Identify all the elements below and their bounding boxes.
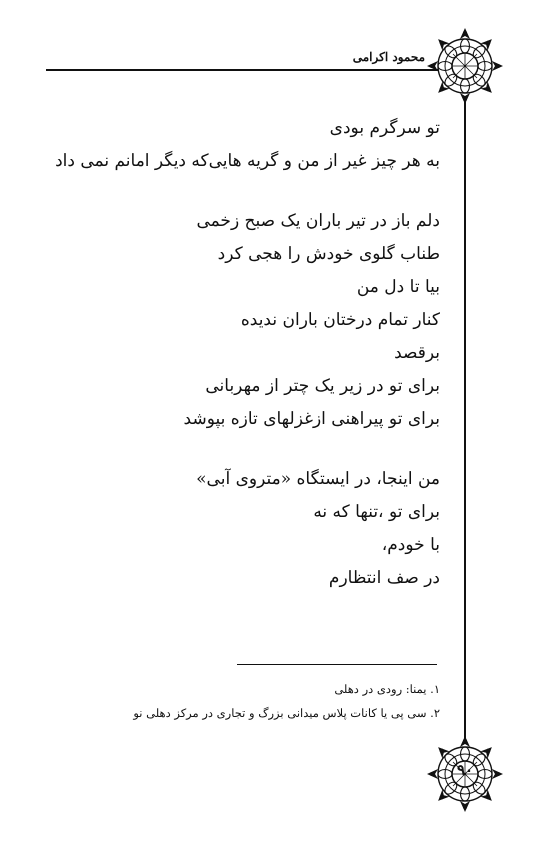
header-rule xyxy=(46,69,438,71)
stanza-break xyxy=(40,178,440,205)
poem-line: تو سرگرم بودی xyxy=(329,118,440,138)
poem-line: در صف انتظارم xyxy=(328,568,440,588)
poem-line: کنار تمام درختان باران ندیده xyxy=(240,310,440,330)
footnote: ۱. یمنا: رودی در دهلی xyxy=(334,682,440,696)
running-header-author: محمود اکرامی xyxy=(352,50,425,64)
footnote: ۲. سی پی یا کانات پلاس میدانی بزرگ و تجاری در مرکز دهلی نو xyxy=(133,706,440,720)
poem-line: برای تو ،تنها که نه xyxy=(313,502,440,522)
footnotes xyxy=(20,677,440,725)
poem-line: برقصد xyxy=(394,343,440,363)
poem-line: با خودم، xyxy=(381,535,440,555)
poem-line: بیا تا دل من xyxy=(356,277,440,297)
poem-line: برای تو در زیر یک چتر از مهربانی xyxy=(205,376,440,396)
page-number: ۹۰ xyxy=(456,761,474,779)
arabesque-rosette-icon xyxy=(425,26,505,106)
poem-line: طناب گلوی خودش را هجی کرد xyxy=(217,244,440,264)
poem-line: من اینجا، در ایستگاه «متروی آبی» xyxy=(196,469,440,489)
poem-line: به هر چیز غیر از من و گریه هایی‌که دیگر امانم نمی داد xyxy=(55,151,440,171)
poem-line: برای تو پیراهنی ازغزلهای تازه بپوشد xyxy=(183,409,440,429)
poem-line: دلم باز در تیر باران یک صبح زخمی xyxy=(196,211,440,231)
stanza-break xyxy=(40,436,440,463)
poem xyxy=(40,112,440,595)
footnote-rule xyxy=(237,664,437,665)
margin-rule xyxy=(464,96,466,741)
